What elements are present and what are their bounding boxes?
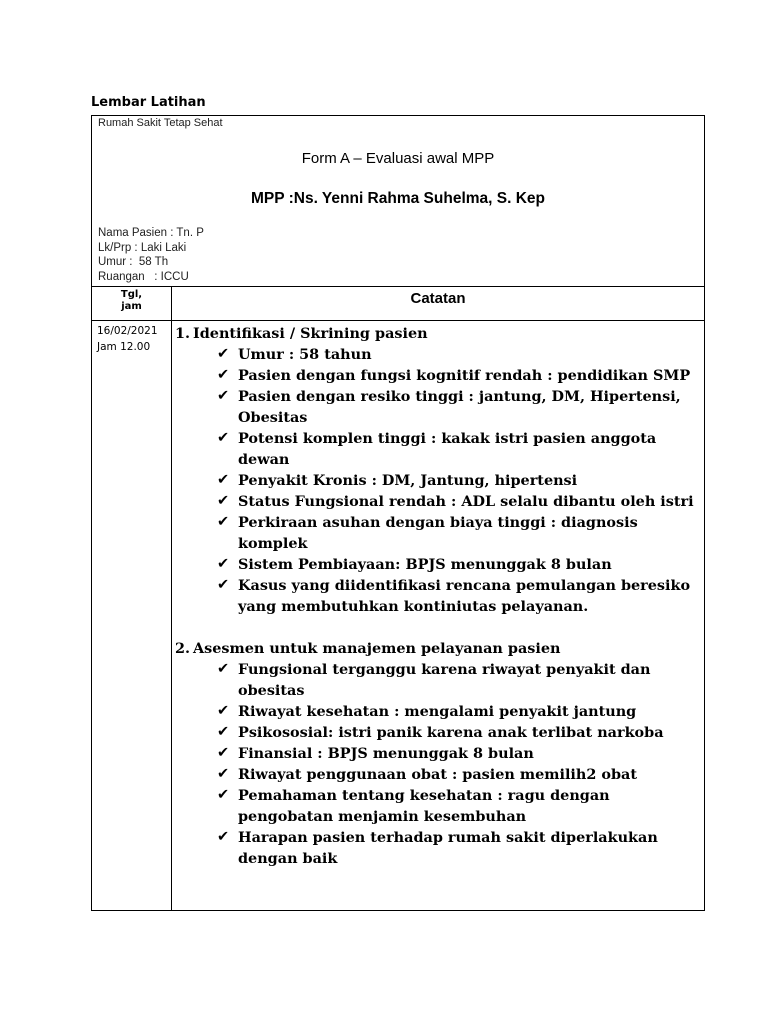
checkmark-icon: ✔ [217, 703, 230, 719]
checklist-item-text: Umur : 58 tahun [238, 346, 372, 363]
checklist-item [217, 722, 698, 743]
checklist-item [217, 344, 698, 365]
checklist-item-text: Penyakit Kronis : DM, Jantung, hipertensi [238, 472, 578, 489]
checklist-item [217, 659, 698, 701]
checkmark-icon: ✔ [217, 787, 230, 803]
form-title: Form A – Evaluasi awal MPP [301, 150, 495, 167]
checklist-item [217, 785, 698, 827]
patient-room: Ruangan : ICCU [98, 270, 189, 283]
checklist-item [217, 764, 698, 785]
checkmark-icon: ✔ [217, 829, 230, 845]
notes-cell [172, 321, 705, 911]
checklist-item [217, 554, 698, 575]
checkmark-icon: ✔ [217, 661, 230, 677]
checkmark-icon: ✔ [217, 367, 230, 383]
checklist-item-text: Status Fungsional rendah : ADL selalu dibantu oleh istri [238, 493, 694, 510]
checklist-item [217, 512, 698, 554]
checklist-item-text: Potensi komplen tinggi : kakak istri pasien anggota dewan [238, 430, 657, 468]
checkmark-icon: ✔ [217, 577, 230, 593]
checklist-item-text: Finansial : BPJS menunggak 8 bulan [238, 745, 534, 762]
notes-section [175, 638, 698, 869]
checkmark-icon: ✔ [217, 556, 230, 572]
date-header-line-1: Tgl, [120, 289, 143, 300]
notes-column-header: Catatan [172, 287, 705, 321]
checklist-item-text: Pasien dengan resiko tinggi : jantung, DM, Hipertensi, Obesitas [238, 388, 681, 426]
checklist-item-text: Riwayat kesehatan : mengalami penyakit jantung [238, 703, 637, 720]
checklist-item [217, 827, 698, 869]
checkmark-icon: ✔ [217, 766, 230, 782]
form-header [92, 116, 705, 287]
checklist-item [217, 365, 698, 386]
section-title [175, 323, 698, 344]
checkmark-icon: ✔ [217, 514, 230, 530]
section-number: 1. [175, 325, 191, 342]
section-title-text: Identifikasi / Skrining pasien [193, 325, 428, 342]
checklist-item-text: Riwayat penggunaan obat : pasien memilih2 obat [238, 766, 638, 783]
hospital-name: Rumah Sakit Tetap Sehat [98, 117, 223, 129]
checklist-item-text: Psikososial: istri panik karena anak terlibat narkoba [238, 724, 664, 741]
section-number: 2. [175, 640, 191, 657]
checkmark-icon: ✔ [217, 724, 230, 740]
checklist-item [217, 491, 698, 512]
page-heading: Lembar Latihan [91, 95, 206, 110]
checklist-item-text: Pasien dengan fungsi kognitif rendah : pendidikan SMP [238, 367, 691, 384]
checklist-item [217, 701, 698, 722]
checklist [175, 659, 698, 869]
date-cell [92, 321, 172, 911]
checkmark-icon: ✔ [217, 493, 230, 509]
checkmark-icon: ✔ [217, 430, 230, 446]
date-column-header [92, 287, 172, 321]
checkmark-icon: ✔ [217, 346, 230, 362]
checklist-item [217, 575, 698, 617]
checkmark-icon: ✔ [217, 388, 230, 404]
checkmark-icon: ✔ [217, 472, 230, 488]
checklist-item-text: Perkiraan asuhan dengan biaya tinggi : diagnosis komplek [238, 514, 638, 552]
checklist-item-text: Harapan pasien terhadap rumah sakit diperlakukan dengan baik [238, 829, 658, 867]
checklist-item-text: Sistem Pembiayaan: BPJS menunggak 8 bulan [238, 556, 612, 573]
checkmark-icon: ✔ [217, 745, 230, 761]
checklist-item [217, 743, 698, 764]
section-title-text: Asesmen untuk manajemen pelayanan pasien [193, 640, 561, 657]
patient-info [98, 226, 204, 284]
checklist-item [217, 470, 698, 491]
date-header-line-2: jam [121, 301, 142, 312]
entry-date: 16/02/2021 [97, 325, 158, 337]
notes-section [175, 323, 698, 617]
checklist-item-text: Pemahaman tentang kesehatan : ragu dengan pengobatan menjamin kesembuhan [238, 787, 610, 825]
entry-time: Jam 12.00 [97, 341, 151, 353]
checklist-item-text: Kasus yang diidentifikasi rencana pemulangan beresiko yang membutuhkan kontiniutas pelayanan. [238, 577, 691, 615]
mpp-name: MPP :Ns. Yenni Rahma Suhelma, S. Kep [250, 190, 545, 207]
checklist-item-text: Fungsional terganggu karena riwayat penyakit dan obesitas [238, 661, 651, 699]
checklist-item [217, 428, 698, 470]
checklist-item [217, 386, 698, 428]
patient-name: Nama Pasien : Tn. P [98, 227, 204, 239]
section-title [175, 638, 698, 659]
patient-age: Umur : 58 Th [98, 256, 169, 269]
checklist [175, 344, 698, 617]
evaluation-form-table [91, 115, 705, 911]
patient-sex: Lk/Prp : Laki Laki [98, 241, 187, 254]
